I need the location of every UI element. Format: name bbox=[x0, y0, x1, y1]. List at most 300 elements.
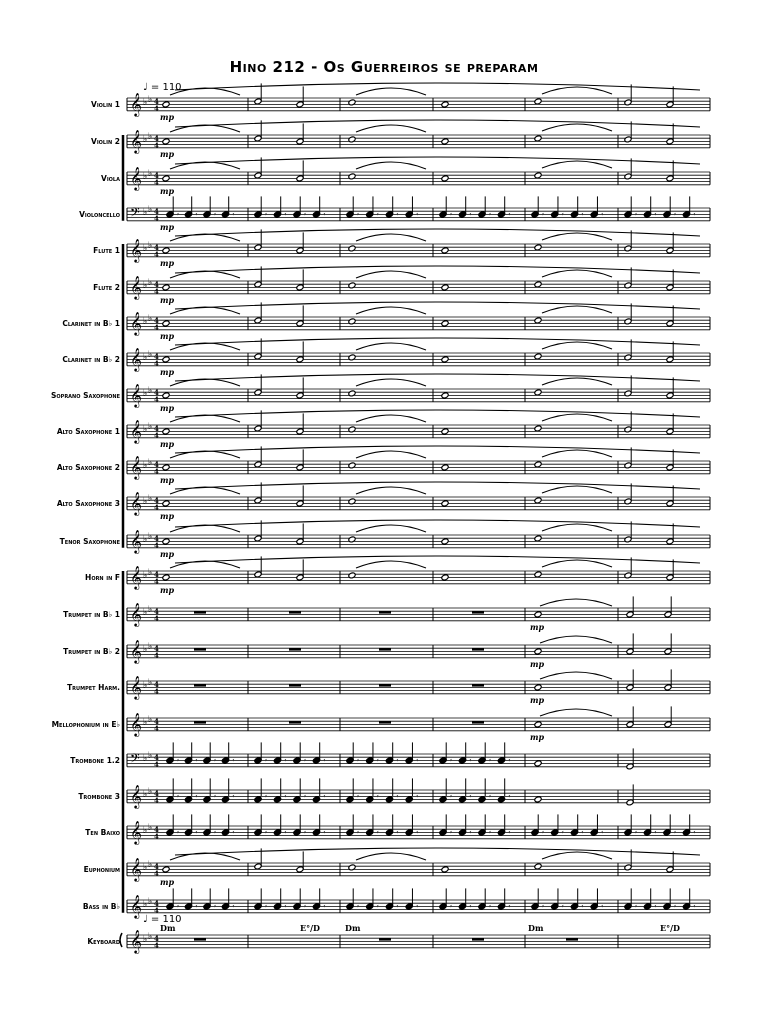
rest: 𝄾 bbox=[396, 756, 399, 765]
rest: 𝄾 bbox=[195, 828, 198, 837]
note-head bbox=[273, 796, 281, 803]
rest: 𝄾 bbox=[177, 210, 179, 219]
instrument-label: Clarinet in B♭ 2 bbox=[62, 355, 120, 364]
dynamic-mp: mp bbox=[160, 876, 175, 887]
note-head bbox=[405, 796, 413, 803]
flat-sign: ♭ bbox=[148, 568, 153, 578]
time-signature: 4 bbox=[154, 431, 159, 440]
chord-symbol: Dm bbox=[160, 923, 176, 933]
rest: 𝄾 bbox=[508, 828, 511, 837]
flat-sign: ♭ bbox=[148, 241, 153, 251]
note-head bbox=[441, 247, 449, 254]
rest: 𝄾 bbox=[542, 210, 544, 219]
tie-slur bbox=[356, 125, 426, 132]
instrument-label: Violin 2 bbox=[91, 137, 120, 146]
tie-slur bbox=[356, 487, 426, 494]
time-signature: 4 bbox=[154, 825, 159, 834]
treble-clef: 𝄞 bbox=[130, 820, 142, 844]
time-signature: 4 bbox=[154, 760, 159, 769]
flat-sign: ♭ bbox=[148, 386, 153, 396]
flat-sign: ♭ bbox=[143, 281, 148, 291]
flat-sign: ♭ bbox=[148, 314, 153, 324]
rest: 𝄾 bbox=[654, 828, 657, 837]
whole-rest bbox=[379, 684, 391, 686]
rest: 𝄾 bbox=[469, 756, 472, 765]
time-signature: 4 bbox=[154, 178, 159, 187]
treble-clef: 𝄞 bbox=[130, 639, 142, 663]
rest: 𝄾 bbox=[195, 210, 198, 219]
rest: 𝄾 bbox=[232, 792, 235, 801]
note-head bbox=[478, 796, 486, 803]
note-head bbox=[534, 796, 542, 803]
rest: 𝄾 bbox=[357, 210, 359, 219]
note-head bbox=[221, 796, 229, 803]
rest: 𝄾 bbox=[581, 828, 584, 837]
rest: 𝄾 bbox=[214, 210, 216, 219]
note-head bbox=[534, 721, 542, 728]
note-head bbox=[162, 101, 170, 108]
rest: 𝄾 bbox=[693, 902, 696, 911]
note-head bbox=[162, 320, 170, 327]
flat-sign: ♭ bbox=[143, 935, 148, 945]
whole-rest bbox=[472, 938, 484, 940]
note-head bbox=[441, 101, 449, 108]
flat-sign: ♭ bbox=[143, 244, 148, 254]
tie-slur bbox=[175, 338, 700, 345]
rest: 𝄾 bbox=[542, 902, 544, 911]
tie-slur bbox=[170, 525, 240, 532]
tie-slur bbox=[170, 561, 240, 568]
chord-symbol: Dm bbox=[345, 923, 361, 933]
time-signature: 4 bbox=[154, 352, 159, 361]
rest: 𝄾 bbox=[265, 828, 267, 837]
rest: 𝄾 bbox=[357, 902, 359, 911]
rest: 𝄾 bbox=[284, 210, 287, 219]
whole-rest bbox=[289, 684, 301, 686]
instrument-label: Trumpet in B♭ 1 bbox=[63, 610, 120, 619]
time-signature: 4 bbox=[154, 467, 159, 476]
tie-slur bbox=[170, 88, 240, 95]
note-head bbox=[441, 392, 449, 399]
treble-clef: 𝄞 bbox=[130, 565, 142, 589]
rest: 𝄾 bbox=[489, 210, 491, 219]
tie-slur bbox=[175, 120, 700, 127]
time-signature: 4 bbox=[154, 388, 159, 397]
time-signature: 4 bbox=[154, 717, 159, 726]
rest: 𝄾 bbox=[177, 792, 179, 801]
tie-slur bbox=[175, 229, 700, 236]
time-signature: 4 bbox=[154, 359, 159, 368]
rest: 𝄾 bbox=[489, 792, 491, 801]
tie-slur bbox=[170, 415, 240, 422]
flat-sign: ♭ bbox=[143, 172, 148, 182]
whole-rest bbox=[289, 648, 301, 650]
flat-sign: ♭ bbox=[143, 535, 148, 545]
tie-slur bbox=[356, 271, 426, 278]
rest: 𝄾 bbox=[357, 828, 359, 837]
instrument-label: Bass in B♭ bbox=[82, 902, 120, 911]
flat-sign: ♭ bbox=[143, 461, 148, 471]
note-head bbox=[497, 796, 505, 803]
tie-slur bbox=[170, 343, 240, 350]
instrument-label: Trumpet in B♭ 2 bbox=[63, 647, 120, 656]
flat-sign: ♭ bbox=[148, 532, 153, 542]
time-signature: 4 bbox=[154, 141, 159, 150]
flat-sign: ♭ bbox=[143, 718, 148, 728]
chord-symbol: E°/D bbox=[300, 923, 320, 933]
note-head bbox=[458, 796, 466, 803]
note-head bbox=[534, 760, 542, 767]
tie-slur bbox=[542, 233, 612, 240]
rest: 𝄾 bbox=[214, 792, 216, 801]
time-signature: 4 bbox=[154, 687, 159, 696]
flat-sign: ♭ bbox=[148, 422, 153, 432]
rest: 𝄾 bbox=[232, 210, 235, 219]
note-head bbox=[162, 428, 170, 435]
tie-slur bbox=[540, 709, 612, 716]
flat-sign: ♭ bbox=[143, 900, 148, 910]
flat-sign: ♭ bbox=[143, 317, 148, 327]
rest: 𝄾 bbox=[376, 902, 379, 911]
whole-rest bbox=[379, 938, 391, 940]
tie-slur bbox=[356, 307, 426, 314]
rest: 𝄾 bbox=[232, 902, 235, 911]
rest: 𝄾 bbox=[561, 828, 564, 837]
whole-rest bbox=[194, 684, 206, 686]
dynamic-mp: mp bbox=[160, 148, 175, 159]
dynamic-mp: mp bbox=[160, 438, 175, 449]
treble-clef: 𝄞 bbox=[130, 129, 142, 153]
note-head bbox=[534, 317, 542, 324]
chord-symbol: E°/D bbox=[660, 923, 680, 933]
note-head bbox=[184, 796, 192, 803]
note-head bbox=[162, 500, 170, 507]
flat-sign: ♭ bbox=[148, 132, 153, 142]
whole-rest bbox=[472, 721, 484, 723]
flat-sign: ♭ bbox=[148, 823, 153, 833]
tie-slur bbox=[175, 446, 700, 453]
rest: 𝄾 bbox=[265, 756, 267, 765]
rest: 𝄾 bbox=[693, 828, 696, 837]
bass-clef: 𝄢 bbox=[130, 751, 140, 769]
note-head bbox=[534, 863, 542, 870]
time-signature: 4 bbox=[154, 607, 159, 616]
tie-slur bbox=[170, 307, 240, 314]
tie-slur bbox=[356, 379, 426, 386]
dynamic-mp: mp bbox=[160, 294, 175, 305]
tie-slur bbox=[542, 414, 612, 421]
flat-sign: ♭ bbox=[148, 642, 153, 652]
note-head bbox=[441, 574, 449, 581]
note-head bbox=[162, 356, 170, 363]
time-signature: 4 bbox=[154, 424, 159, 433]
tie-slur bbox=[175, 83, 700, 90]
instrument-label: Violoncello bbox=[79, 210, 120, 219]
time-signature: 4 bbox=[154, 534, 159, 543]
tie-slur bbox=[170, 451, 240, 458]
rest: 𝄾 bbox=[581, 210, 584, 219]
rest: 𝄾 bbox=[542, 828, 544, 837]
note-head bbox=[166, 796, 174, 803]
tie-slur bbox=[175, 520, 700, 527]
instrument-label: Clarinet in B♭ 1 bbox=[62, 319, 120, 328]
rest: 𝄾 bbox=[323, 828, 326, 837]
instrument-label: Alto Saxophone 2 bbox=[56, 463, 120, 472]
tie-slur bbox=[540, 672, 612, 679]
flat-sign: ♭ bbox=[143, 754, 148, 764]
whole-rest bbox=[194, 938, 206, 940]
rest: 𝄾 bbox=[177, 902, 179, 911]
time-signature: 4 bbox=[154, 496, 159, 505]
tie-slur bbox=[175, 848, 700, 855]
dynamic-mp: mp bbox=[160, 111, 175, 122]
instrument-label: Viola bbox=[101, 174, 120, 183]
tie-slur bbox=[175, 482, 700, 489]
flat-sign: ♭ bbox=[148, 458, 153, 468]
dynamic-mp: mp bbox=[160, 510, 175, 521]
tie-slur bbox=[170, 125, 240, 132]
whole-rest bbox=[379, 611, 391, 613]
rest: 𝄾 bbox=[232, 828, 235, 837]
dynamic-mp: mp bbox=[160, 402, 175, 413]
note-head bbox=[534, 535, 542, 542]
dynamic-mp: mp bbox=[160, 257, 175, 268]
treble-clef: 𝄞 bbox=[130, 929, 142, 953]
rest: 𝄾 bbox=[304, 792, 306, 801]
chord-symbol: Dm bbox=[528, 923, 544, 933]
tie-slur bbox=[542, 124, 612, 131]
rest: 𝄾 bbox=[450, 792, 452, 801]
flat-sign: ♭ bbox=[148, 678, 153, 688]
rest: 𝄾 bbox=[635, 902, 637, 911]
rest: 𝄾 bbox=[265, 792, 267, 801]
flat-sign: ♭ bbox=[143, 608, 148, 618]
whole-rest bbox=[472, 684, 484, 686]
tie-slur bbox=[542, 852, 612, 859]
note-head bbox=[312, 796, 320, 803]
treble-clef: 𝄞 bbox=[130, 238, 142, 262]
note-head bbox=[203, 796, 211, 803]
treble-clef: 𝄞 bbox=[130, 311, 142, 335]
rest: 𝄾 bbox=[304, 210, 306, 219]
time-signature: 4 bbox=[154, 570, 159, 579]
rest: 𝄾 bbox=[177, 828, 179, 837]
whole-rest bbox=[379, 721, 391, 723]
rest: 𝄾 bbox=[416, 902, 419, 911]
tie-slur bbox=[175, 302, 700, 309]
time-signature: 4 bbox=[154, 316, 159, 325]
flat-sign: ♭ bbox=[143, 425, 148, 435]
time-signature: 4 bbox=[154, 541, 159, 550]
rest: 𝄾 bbox=[508, 902, 511, 911]
time-signature: 4 bbox=[154, 104, 159, 113]
rest: 𝄾 bbox=[396, 828, 399, 837]
dynamic-mp: mp bbox=[160, 474, 175, 485]
dynamic-mp: mp bbox=[160, 221, 175, 232]
rest: 𝄾 bbox=[416, 792, 419, 801]
rest: 𝄾 bbox=[508, 210, 511, 219]
time-signature: 4 bbox=[154, 753, 159, 762]
treble-clef: 𝄞 bbox=[130, 491, 142, 515]
tie-slur bbox=[542, 378, 612, 385]
note-head bbox=[441, 175, 449, 182]
tie-slur bbox=[542, 87, 612, 94]
rest: 𝄾 bbox=[450, 756, 452, 765]
rest: 𝄾 bbox=[489, 756, 491, 765]
time-signature: 4 bbox=[154, 906, 159, 915]
time-signature: 4 bbox=[154, 207, 159, 216]
tie-slur bbox=[170, 379, 240, 386]
flat-sign: ♭ bbox=[143, 863, 148, 873]
rest: 𝄾 bbox=[416, 210, 419, 219]
rest: 𝄾 bbox=[508, 792, 511, 801]
treble-clef: 𝄞 bbox=[130, 784, 142, 808]
whole-rest bbox=[289, 721, 301, 723]
whole-rest bbox=[379, 648, 391, 650]
tie-slur bbox=[175, 374, 700, 381]
instrument-label: Mellophonium in E♭ bbox=[51, 720, 120, 729]
flat-sign: ♭ bbox=[143, 681, 148, 691]
tie-slur bbox=[170, 853, 240, 860]
rest: 𝄾 bbox=[489, 828, 491, 837]
note-head bbox=[441, 138, 449, 145]
dynamic-mp: mp bbox=[160, 366, 175, 377]
treble-clef: 𝄞 bbox=[130, 529, 142, 553]
whole-rest bbox=[566, 938, 578, 940]
whole-rest bbox=[472, 611, 484, 613]
tie-slur bbox=[356, 88, 426, 95]
time-signature: 4 bbox=[154, 934, 159, 943]
rest: 𝄾 bbox=[469, 902, 472, 911]
flat-sign: ♭ bbox=[143, 826, 148, 836]
rest: 𝄾 bbox=[304, 756, 306, 765]
note-head bbox=[534, 648, 542, 655]
tie-slur bbox=[542, 486, 612, 493]
tie-slur bbox=[542, 161, 612, 168]
rest: 𝄾 bbox=[195, 792, 198, 801]
tie-slur bbox=[542, 450, 612, 457]
treble-clef: 𝄞 bbox=[130, 675, 142, 699]
rest: 𝄾 bbox=[376, 792, 379, 801]
time-signature: 4 bbox=[154, 789, 159, 798]
note-head bbox=[534, 353, 542, 360]
time-signature: 4 bbox=[154, 214, 159, 223]
flat-sign: ♭ bbox=[143, 389, 148, 399]
rest: 𝄾 bbox=[214, 902, 216, 911]
rest: 𝄾 bbox=[601, 902, 604, 911]
time-signature: 4 bbox=[154, 577, 159, 586]
time-signature: 4 bbox=[154, 644, 159, 653]
tempo-marking: ♩ = 110 bbox=[143, 82, 182, 93]
tie-slur bbox=[356, 561, 426, 568]
keyboard-brace bbox=[120, 933, 122, 947]
rest: 𝄾 bbox=[357, 792, 359, 801]
rest: 𝄾 bbox=[416, 756, 419, 765]
dynamic-mp: mp bbox=[160, 548, 175, 559]
time-signature: 4 bbox=[154, 323, 159, 332]
rest: 𝄾 bbox=[357, 756, 359, 765]
time-signature: 4 bbox=[154, 460, 159, 469]
rest: 𝄾 bbox=[323, 792, 326, 801]
instrument-label: Violin 1 bbox=[91, 100, 120, 109]
flat-sign: ♭ bbox=[148, 932, 153, 942]
instrument-label: Trumpet Harm. bbox=[67, 683, 120, 692]
tie-slur bbox=[540, 636, 612, 643]
whole-rest bbox=[194, 611, 206, 613]
note-head bbox=[441, 866, 449, 873]
rest: 𝄾 bbox=[469, 828, 472, 837]
note-head bbox=[441, 428, 449, 435]
flat-sign: ♭ bbox=[143, 645, 148, 655]
flat-sign: ♭ bbox=[148, 494, 153, 504]
time-signature: 4 bbox=[154, 243, 159, 252]
rest: 𝄾 bbox=[450, 828, 452, 837]
note-head bbox=[162, 464, 170, 471]
rest: 𝄾 bbox=[304, 828, 306, 837]
note-head bbox=[534, 244, 542, 251]
rest: 𝄾 bbox=[601, 828, 604, 837]
time-signature: 4 bbox=[154, 503, 159, 512]
rest: 𝄾 bbox=[674, 210, 676, 219]
flat-sign: ♭ bbox=[148, 169, 153, 179]
tie-slur bbox=[542, 560, 612, 567]
flat-sign: ♭ bbox=[148, 751, 153, 761]
dynamic-mp: mp bbox=[530, 694, 545, 705]
tie-slur bbox=[542, 524, 612, 531]
rest: 𝄾 bbox=[195, 902, 198, 911]
note-head bbox=[441, 500, 449, 507]
instrument-label: Soprano Saxophone bbox=[51, 391, 120, 400]
tie-slur bbox=[170, 162, 240, 169]
note-head bbox=[162, 175, 170, 182]
note-head bbox=[162, 247, 170, 254]
note-head bbox=[366, 796, 374, 803]
treble-clef: 𝄞 bbox=[130, 455, 142, 479]
tie-slur bbox=[175, 266, 700, 273]
rest: 𝄾 bbox=[376, 756, 379, 765]
time-signature: 4 bbox=[154, 250, 159, 259]
tie-slur bbox=[170, 487, 240, 494]
instrument-label: Alto Saxophone 3 bbox=[56, 499, 120, 508]
time-signature: 4 bbox=[154, 280, 159, 289]
flat-sign: ♭ bbox=[143, 790, 148, 800]
instrument-label: Euphonium bbox=[83, 865, 120, 874]
dynamic-mp: mp bbox=[160, 330, 175, 341]
dynamic-mp: mp bbox=[160, 185, 175, 196]
rest: 𝄾 bbox=[469, 210, 472, 219]
page-title: Hino 212 - Os Guerreiros se preparam bbox=[229, 58, 539, 76]
note-head bbox=[534, 425, 542, 432]
time-signature: 4 bbox=[154, 796, 159, 805]
whole-rest bbox=[194, 721, 206, 723]
treble-clef: 𝄞 bbox=[130, 347, 142, 371]
flat-sign: ♭ bbox=[143, 208, 148, 218]
flat-sign: ♭ bbox=[143, 497, 148, 507]
tie-slur bbox=[356, 415, 426, 422]
note-head bbox=[162, 284, 170, 291]
time-signature: 4 bbox=[154, 171, 159, 180]
rest: 𝄾 bbox=[284, 756, 287, 765]
rest: 𝄾 bbox=[265, 210, 267, 219]
note-head bbox=[385, 796, 393, 803]
flat-sign: ♭ bbox=[143, 571, 148, 581]
rest: 𝄾 bbox=[376, 210, 379, 219]
note-head bbox=[439, 796, 447, 803]
note-head bbox=[534, 611, 542, 618]
whole-rest bbox=[472, 648, 484, 650]
time-signature: 4 bbox=[154, 724, 159, 733]
tie-slur bbox=[170, 234, 240, 241]
